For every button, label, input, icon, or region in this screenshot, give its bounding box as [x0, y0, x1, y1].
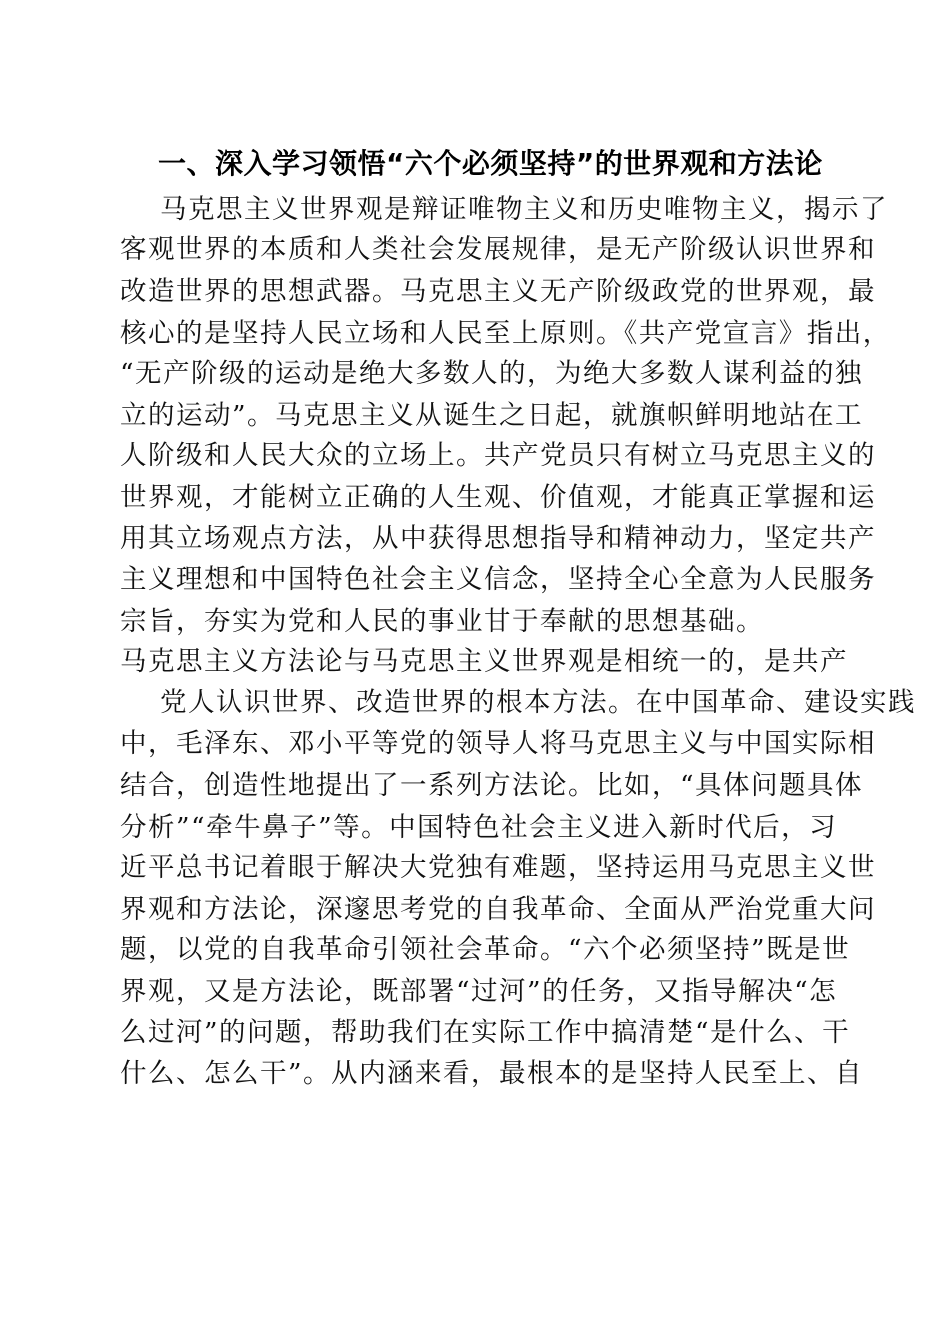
text-line: 党人认识世界、改造世界的根本方法。在中国革命、建设实践	[160, 687, 916, 718]
text-line: 宗旨，夯实为党和人民的事业甘于奉献的思想基础。	[120, 606, 764, 637]
text-line: 改造世界的思想武器。马克思主义无产阶级政党的世界观，最	[120, 276, 876, 307]
text-line: 马克思主义世界观是辩证唯物主义和历史唯物主义，揭示了	[160, 194, 888, 225]
text-line: 什么、怎么干”。从内涵来看，最根本的是坚持人民至上、自	[120, 1058, 864, 1089]
text-line: 主义理想和中国特色社会主义信念，坚持全心全意为人民服务	[120, 564, 876, 595]
section-heading: 一、深入学习领悟“六个必须坚持”的世界观和方法论	[158, 147, 823, 180]
text-line: 题，以党的自我革命引领社会革命。“六个必须坚持”既是世	[120, 934, 851, 965]
text-line: 立的运动”。马克思主义从诞生之日起，就旗帜鲜明地站在工	[120, 400, 864, 431]
text-line: 界观，又是方法论，既部署“过河”的任务，又指导解决“怎	[120, 976, 838, 1007]
text-line: 么过河”的问题，帮助我们在实际工作中搞清楚“是什么、干	[120, 1017, 851, 1048]
text-line: 近平总书记着眼于解决大党独有难题，坚持运用马克思主义世	[120, 852, 876, 883]
text-line: 马克思主义方法论与马克思主义世界观是相统一的，是共产	[120, 646, 848, 677]
text-line: 界观和方法论，深邃思考党的自我革命、全面从严治党重大问	[120, 894, 876, 925]
text-line: 核心的是坚持人民立场和人民至上原则。《共产党宣言》指出，	[120, 318, 891, 349]
text-line: 客观世界的本质和人类社会发展规律，是无产阶级认识世界和	[120, 234, 876, 265]
text-line: 结合，创造性地提出了一系列方法论。比如，“具体问题具体	[120, 770, 864, 801]
text-line: 世界观，才能树立正确的人生观、价值观，才能真正掌握和运	[120, 482, 876, 513]
text-line: 分析”“牵牛鼻子”等。中国特色社会主义进入新时代后，习	[120, 812, 838, 843]
text-line: 中，毛泽东、邓小平等党的领导人将马克思主义与中国实际相	[120, 728, 876, 759]
text-line: 用其立场观点方法，从中获得思想指导和精神动力，坚定共产	[120, 523, 876, 554]
text-line: “无产阶级的运动是绝大多数人的，为绝大多数人谋利益的独	[120, 358, 864, 389]
text-line: 人阶级和人民大众的立场上。共产党员只有树立马克思主义的	[120, 440, 876, 471]
